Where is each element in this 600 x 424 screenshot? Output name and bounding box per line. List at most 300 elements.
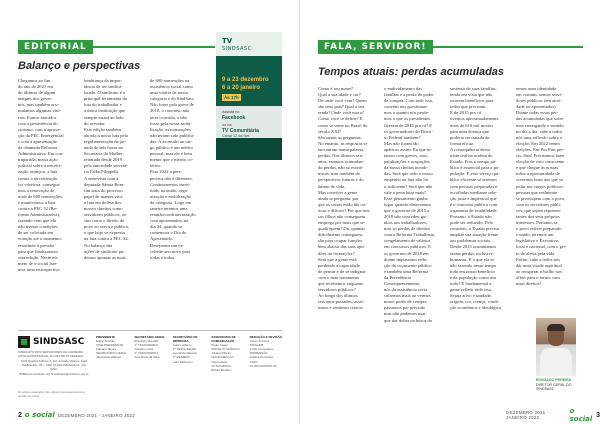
text-line: Aposentado. <box>150 236 174 242</box>
text-line: e da população como um <box>450 274 496 280</box>
text-line: rias. Fomos atacados <box>18 114 57 120</box>
text-line: 2018, o concurso não <box>150 108 190 114</box>
text-line: triste real na acalma do <box>450 153 493 159</box>
staff-line: 4º MEMBRO <box>172 355 190 360</box>
facebook-channel: Facebook <box>222 115 246 121</box>
text-line: sustento de suas famílias, <box>450 86 497 91</box>
text-line: todos que precisam. <box>450 104 487 110</box>
text-line: para uma doença que <box>450 128 489 134</box>
text-line: deputada Sâmia Bom- <box>84 181 125 187</box>
editorial-column-3 <box>150 78 210 261</box>
text-line: paralisações e ocupações <box>384 159 430 165</box>
masthead-address <box>18 359 90 376</box>
text-line: são seus pais? Qual a sua <box>318 104 365 110</box>
text-line: ção econômica e ideológica, <box>450 305 503 311</box>
masthead-staff <box>96 335 282 401</box>
section-rule-right <box>433 46 583 48</box>
text-line: pectiva não é diferente. <box>150 175 193 181</box>
tv-date-1: 9 a 23 dezembro <box>222 77 269 83</box>
text-line: mais de 610 mil mortes <box>450 122 494 128</box>
text-line: anos, estamos acumulan- <box>318 159 365 165</box>
text-line: a luta em defesa dos <box>84 199 122 205</box>
text-line: mos o quanto nós perde- <box>384 110 430 116</box>
text-line: apáticos assim. Eu que tu- <box>384 146 433 152</box>
photo-shirt <box>540 348 572 376</box>
text-line: com a Reforma Trabalhista, <box>384 232 436 238</box>
text-line: e com a apresentação <box>18 138 58 144</box>
text-line: nosso poder de compra <box>384 299 427 305</box>
text-line: mais de 600 nomeações, <box>18 193 63 199</box>
text-line: contra a terceirização <box>18 175 58 181</box>
text-line: ampliar sua atuação frente <box>450 232 499 238</box>
text-line: os governadores do Distri- <box>384 128 433 134</box>
tv-label-1: Assista no <box>222 110 240 114</box>
text-line: com pessoas preparadas e <box>450 183 498 189</box>
masthead-subtitle: SINDICATO DOS SERVIDORES DA CARREIRA SOCIOASSISTENCIAL DO DISTRITO FEDERAL <box>18 350 84 358</box>
text-line: empenho na luta não foi <box>384 177 429 183</box>
editorial-label: EDITORIAL <box>18 40 93 54</box>
text-line: 2018 não concedeu ga- <box>384 213 427 219</box>
text-line: foi vitoriosa, consegui- <box>18 181 61 187</box>
text-line: micas, mas também de <box>318 171 360 177</box>
text-line: dões ou formações? <box>318 250 355 256</box>
text-line: lembrança da impor- <box>84 78 123 83</box>
editorial-column-1 <box>18 78 78 273</box>
staff-line: PROJETO GRÁFICO <box>211 347 240 352</box>
text-line: tivemos aproximadamente <box>450 116 499 122</box>
text-line: sofremos mais ao vermos <box>384 293 431 299</box>
text-line: pular aos cargos políticos <box>516 183 563 189</box>
text-line: a garantia de estabilidade. <box>450 207 498 213</box>
text-line: dade ou aposentados). <box>516 104 557 110</box>
text-line: não teriam sido publica- <box>150 132 195 138</box>
text-line: das. A ascensão ao car- <box>150 138 193 144</box>
editorial-headline: Balanço e perspectivas <box>18 60 141 72</box>
text-line: mos o que os presidentes <box>384 116 430 122</box>
staff-column-title: PRESIDENTE <box>96 335 116 339</box>
text-line: Este edição também <box>84 126 121 132</box>
text-line: E de 2015 pra cá <box>450 110 481 116</box>
text-line: forma eficaz. <box>450 140 475 146</box>
text-line: todo? E fundamental a <box>450 281 492 286</box>
text-line: dificilmente conseguem, <box>318 232 364 238</box>
text-line: lizado. O sindicato é a <box>84 90 125 96</box>
tv-brand: SINDSASC <box>222 46 252 52</box>
text-line: dores públicos (em ativi- <box>516 98 562 104</box>
staff-line: IMPRESSÃO <box>249 351 268 356</box>
tv-ad-decoration <box>216 138 282 160</box>
text-line: mos a renovação de <box>18 187 55 193</box>
text-line: se preocupem com o povo, <box>516 195 566 201</box>
text-line: renda? Onde você mora? <box>318 110 364 116</box>
author-photo <box>536 318 576 376</box>
text-line: do perdas, não só econô- <box>318 165 364 171</box>
text-line: Mas conviver a gente <box>318 189 358 195</box>
masthead-box <box>18 330 282 404</box>
text-line: regulamentação da jor- <box>84 138 127 144</box>
page-number-left: 2 <box>18 411 22 419</box>
text-line: e mantivemos a luta <box>18 199 55 205</box>
text-line: Esse pensamento ganha <box>384 195 428 201</box>
text-line: Desejamos um ex- <box>150 242 185 248</box>
staff-line: Jailo Bethoven <box>172 359 193 364</box>
tv-label-2: ou na <box>222 123 232 127</box>
text-line: cinismo, com a aprova- <box>18 126 62 132</box>
photo-caption <box>536 378 580 392</box>
text-line: No balanço das <box>84 242 113 248</box>
text-line: ataques dos gover- <box>18 96 53 102</box>
staff-column <box>211 335 243 401</box>
text-line: que as coisas estão tão cri- <box>318 201 367 207</box>
text-line: ações de sindicato pu- <box>84 248 125 254</box>
text-line: da categoria. Logo em <box>150 199 192 205</box>
text-line: Será que a gente está <box>318 256 357 262</box>
text-line: aos problemas sociais. <box>450 238 492 244</box>
text-line: seis anos passados, assis- <box>318 299 365 305</box>
text-line: dar uma virada espiritual <box>516 262 562 268</box>
text-line: vivermos bons aos que se <box>516 177 563 183</box>
text-line: temos uma identidade <box>516 86 557 91</box>
text-line: cis. Sim! Precisamos fazer <box>516 153 565 159</box>
text-line: fazendo com que ela <box>18 218 56 224</box>
text-line: na luta contra a PEC 32. <box>84 236 129 242</box>
text-line: no dia a dia, cabe a todos <box>516 128 563 134</box>
tv-comunitaria-channel: TV Comunitária <box>222 128 259 134</box>
tv-ad-header <box>216 32 282 56</box>
text-line: letivo. <box>150 163 162 169</box>
staff-line: SECRETÁRIO-GERAL <box>96 351 127 356</box>
staff-line: 00.000.000/0001-00 <box>249 363 277 368</box>
text-line: existem benefícios para <box>450 98 494 104</box>
text-line: tindo na união, orga- <box>150 187 189 193</box>
article-column-1 <box>318 86 378 311</box>
text-line: com o mau tratamento <box>318 274 360 280</box>
text-line: perdas. Nos últimos seis <box>318 153 363 159</box>
text-line: eleições. Em Por Fim pre- <box>516 146 565 152</box>
text-line: janeiro teremos uma <box>150 205 188 211</box>
text-line: principal ferramenta da <box>84 96 127 102</box>
text-line: de pensar e de se indignar <box>318 268 366 274</box>
text-line: ainda se pergunta: por <box>318 195 359 201</box>
text-line: do últimas de algum <box>18 90 56 96</box>
staff-line: Fabiana Moura <box>96 347 117 352</box>
text-line: poderia ser tratada de <box>450 134 490 140</box>
text-line: do servidor. <box>84 120 106 126</box>
text-line: aborda a nossa luta pela <box>84 132 128 138</box>
text-line: Portanto, o Estado não <box>450 213 492 219</box>
text-line: ção justa e impessoal que <box>450 195 497 201</box>
text-line: convém nos questionar- <box>384 104 428 110</box>
footer-brand-left: o social <box>24 411 55 419</box>
text-line: gente refletir tudo isso. <box>450 287 493 293</box>
right-footer <box>506 407 600 423</box>
text-line: forma Administrativa), <box>18 212 61 218</box>
text-line: to Federal também? <box>384 134 421 140</box>
text-line: votação até o momento, <box>18 236 62 242</box>
text-line: celente ano novo para <box>150 248 191 254</box>
tv-date-2: 6 a 20 janeiro <box>222 85 261 91</box>
text-line: go público é um mérito <box>150 145 193 151</box>
staff-line: 3º TESOUREIRO <box>172 347 197 352</box>
tv-logo: TV <box>222 37 233 45</box>
text-line: papel de manter viva <box>84 193 123 199</box>
text-line: não fazendo nesse tempo <box>450 262 497 268</box>
text-line: sempre estará ao lado <box>84 114 124 120</box>
staff-line: Juliana Ribeiro <box>211 351 232 356</box>
text-line: demos apontar as mais <box>84 254 126 260</box>
text-line: com aposentados, no <box>150 218 189 224</box>
text-line: a única instituição que <box>84 108 126 114</box>
text-line: fizeram de 2015 pra cá? E <box>384 122 433 128</box>
text-line: e também uma Reforma <box>384 268 429 274</box>
text-line: fim trata do processo <box>84 187 123 193</box>
text-line: mos uma retrospectiva <box>18 266 60 272</box>
text-line: tância de ser sindica- <box>84 84 123 90</box>
staff-line: 1º TESOUREIRO <box>134 343 158 348</box>
staff-column <box>250 335 282 401</box>
text-line: eleição de voto consciente <box>516 159 565 165</box>
text-line: pode ser reduzido. Pelo <box>450 220 494 226</box>
article-column-2 <box>384 86 444 324</box>
text-line: diante impuseram redu- <box>384 256 428 262</box>
text-line: pulação. E esse serviço pú- <box>450 171 500 177</box>
editorial-column-2 <box>84 78 144 261</box>
text-line: da Previdência. <box>384 274 413 280</box>
text-line: o que hoje se expressa <box>84 230 126 236</box>
text-line: São tantas as perguntas. <box>318 134 362 140</box>
text-line: da nossa chefias invadi- <box>384 165 429 171</box>
text-line: e que chegue às nossas <box>516 165 559 171</box>
text-line: perspectivas futuras e do <box>318 177 364 183</box>
text-line: ao recuperar o brilho nos <box>516 268 562 274</box>
text-line: perdendo a capacidade <box>318 262 360 268</box>
text-line: SCS Quadra 6 Bloco A, Ed. Arnaldo Villares, Sala 102 <box>21 359 87 368</box>
text-line: A consequência dessa <box>450 146 491 152</box>
masthead-identity <box>18 335 90 401</box>
text-line: blico eficiente só teremos <box>450 177 498 183</box>
text-line: nós uma reflexão sobre a <box>516 134 562 140</box>
text-line: bem abaixo das suas apti- <box>318 244 366 250</box>
text-line: de 600 nomeações na <box>150 78 190 83</box>
text-line: nos, mas também acu- <box>18 102 60 108</box>
text-line: que o governo de 2015 a <box>384 207 430 213</box>
text-line: lização, as nomeações <box>150 126 191 132</box>
text-line: mero de o social fize- <box>18 260 58 266</box>
text-line: cos, que sejam represen- <box>516 207 562 213</box>
staff-column-title: REDAÇÃO E REVISÃO <box>249 335 282 339</box>
footer-brand-right: o social <box>569 407 593 423</box>
staff-column <box>173 335 205 401</box>
text-line: sindsasc@sindsasc.org.br <box>53 371 89 376</box>
text-line: mos enxergando e sentido <box>516 122 564 128</box>
staff-line: Paulo Cesar <box>211 343 228 348</box>
text-line: ria Erika Filippelli. <box>84 169 120 175</box>
tv-canal-net: Canal 12 da Net <box>222 134 250 138</box>
text-line: tendo em vista que não <box>450 92 493 98</box>
text-line: tamos com greves, atos, <box>384 153 429 159</box>
editorial-section-header <box>18 40 215 54</box>
text-line: famílias e a perda do poder <box>384 92 434 98</box>
text-line: congelamento de salários <box>384 238 431 244</box>
text-line: tantes dos seus próprios <box>516 213 560 219</box>
text-line: pela autoridade secretá- <box>84 163 128 169</box>
staff-line: Jacqueline Aldenor <box>96 355 122 360</box>
staff-column-title: SECRETÁRIA GERAL <box>134 335 166 339</box>
tv-ad-time: Às 17h <box>224 95 239 100</box>
text-line: os governos de 2018 em <box>384 250 429 256</box>
text-line: Não fosse pela greve de <box>150 102 194 108</box>
text-line: para que finalizassem <box>18 248 58 254</box>
staff-line: FOTOGRAFIA <box>211 363 231 368</box>
staff-line: Lucas Antunes <box>249 339 270 344</box>
text-line: pessoas que realmente <box>516 189 558 195</box>
text-line: sim como o direito do <box>84 218 125 224</box>
text-line: o suficiente? Será que não <box>384 183 433 189</box>
text-line: em concursos públicos. E <box>384 244 431 250</box>
text-line: são para ocupar funções <box>318 238 363 244</box>
text-line: to de alerta pela vida. <box>516 250 556 256</box>
text-line: Telefone: (61) 3322-8585 <box>19 363 87 376</box>
sindsasc-name: SINDSASC <box>33 337 85 347</box>
text-line: origem, cor, crença, condi- <box>450 299 500 305</box>
text-line: blico é essencial para a po- <box>450 165 500 171</box>
staff-line: DIAGRAMAÇÃO <box>211 355 234 360</box>
text-line: vale a pena lutar mais? <box>384 189 427 195</box>
text-line: pessoal, mas ele é bem <box>150 151 192 157</box>
text-line: Administrativa. Em con- <box>18 151 64 157</box>
text-line: todo em nosso benefício <box>450 268 495 274</box>
text-line: mãos a oportunidade de <box>516 171 560 177</box>
text-line: que dar dobra na busca do <box>384 317 433 323</box>
text-line: Continuaremos inves- <box>150 181 191 187</box>
text-line: nossos direitos como <box>84 205 123 211</box>
text-line: luta do trabalhador e <box>84 102 122 108</box>
text-line: interesses. Portanto, se <box>516 220 558 226</box>
text-line: assistência social como <box>150 84 193 90</box>
text-line: que recebemos enquanto <box>318 281 364 286</box>
text-line: não tivesse condições <box>18 224 58 230</box>
text-line: reunião/confraternização <box>150 212 196 218</box>
footer-date-left: DEZEMBRO 2021 - JANEIRO 2022 <box>57 412 135 418</box>
text-line: mas só perdas de direitos <box>384 226 431 232</box>
text-line: Secretaria da Mulher, <box>84 151 124 157</box>
text-line: www.sindsasc.org.br <box>26 371 54 376</box>
tv-sindsasc-ad <box>216 32 282 160</box>
footer-date-right: DEZEMBRO 2021 - JANEIRO 2022 <box>506 410 549 420</box>
section-rule <box>93 46 215 48</box>
staff-line: TIRAGEM <box>249 343 264 348</box>
text-line: retratada desde 2019 <box>84 157 123 163</box>
text-line: o endividamento das <box>384 86 423 91</box>
masthead-disclaimer: Os artigos assinados não refletem necessariamente a opinião do jornal. <box>18 390 85 398</box>
staff-line: Gráfica Coronário <box>249 355 274 360</box>
staff-column <box>134 335 166 401</box>
text-line: Estado. Pois o sempo pú- <box>450 159 497 165</box>
photo-caption-name: EDIVALDO PEREIRA <box>536 378 572 382</box>
text-line: como se sente no Brasil do <box>318 122 368 128</box>
text-line: contra a PEC 32 (Re- <box>18 205 58 211</box>
text-line: Para 2022 a pers- <box>150 169 183 175</box>
staff-line: VICE-PRESIDENTE <box>96 343 124 348</box>
text-line: da chamada Reforma <box>18 145 58 151</box>
staff-line: CNPJ <box>249 359 258 364</box>
text-line: Qual a sua idade e cor? <box>318 92 361 98</box>
staff-column-title: ASSESSORIA DE COMUNICAÇÃO <box>211 335 236 344</box>
text-line: fosse pela nossa mobi- <box>150 120 192 126</box>
staff-column <box>96 335 128 401</box>
text-line: A entrevista com a <box>84 175 119 181</box>
staff-line: 2º TESOUREIRO <box>134 351 158 356</box>
photo-caption-role: DIRETOR GERAL DO SINDSASC <box>536 382 572 392</box>
text-line: local e nacional, com o gri- <box>516 244 567 250</box>
text-line: zação avançou, a luta <box>18 169 58 175</box>
text-line: o povo estiver preparado <box>516 226 562 232</box>
text-line: de compra. Com tudo isso, <box>384 98 434 104</box>
photo-hair <box>547 324 565 331</box>
text-line: nização e mobilização <box>150 193 191 199</box>
staff-line: Leonardo Oliveira <box>172 351 197 356</box>
text-line: Sejaja ativo e saudade, <box>450 293 492 299</box>
article-headline: Tempos atuais: perdas acumuladas <box>318 66 505 78</box>
text-line: é o concurso público com <box>450 201 498 207</box>
fala-servidor-header <box>318 40 583 54</box>
text-line: teria ocorrido, e não <box>150 114 187 120</box>
staff-line: Rafael Mendes <box>211 367 232 372</box>
staff-line: Carlos Alberto <box>172 343 192 348</box>
text-line: ção da PEC Emergencial <box>18 132 64 138</box>
tv-ad-channels <box>216 106 282 138</box>
text-line: lugar quando observamos <box>384 201 432 207</box>
staff-line: Edgar Antônio <box>96 339 115 344</box>
staff-line: Claudio Lucas <box>134 347 154 352</box>
tv-ad-dates <box>222 76 269 92</box>
text-line: Como é seu nome? <box>318 86 354 91</box>
text-line: humanas. E o que ela se <box>450 256 495 262</box>
text-line: ânimo de vida. <box>318 183 346 189</box>
article-column-3 <box>450 86 510 311</box>
sindsasc-logo <box>18 335 90 349</box>
staff-line: 3.000 exemplares <box>249 347 274 352</box>
text-line: das. Será que todo o nosso <box>384 171 433 177</box>
text-line: Consequentemente, <box>384 281 421 286</box>
text-line: e unido, teremos um <box>516 232 554 238</box>
staff-line: Vitória Alves <box>211 359 228 364</box>
article-column-4 <box>516 86 576 287</box>
text-line: ção do orçamento público <box>384 262 432 268</box>
text-line: menor que o mérito co- <box>150 157 194 163</box>
text-line: comemora o Dia do <box>150 230 187 236</box>
text-line: século XXI? <box>318 128 342 134</box>
text-line: tantas perdas, inclusive <box>450 250 493 256</box>
text-line: esta edição. Neste nú- <box>18 254 59 260</box>
text-line: Diante todas essas per- <box>516 110 559 116</box>
text-line: olhos para o futuro com <box>516 274 560 280</box>
text-line: dia 24, quando se <box>150 224 183 230</box>
text-line: mais direitos! <box>516 281 542 286</box>
text-line: povo ao serviço público, <box>84 224 130 230</box>
text-line: de ser colocada em <box>18 230 54 236</box>
text-line: judicial sobre a terceiri- <box>18 163 62 169</box>
text-line: nós da assistência socia <box>384 287 428 293</box>
text-line: escolhidas mediante sele- <box>450 189 497 195</box>
text-line: categoria e do SindSasc. <box>150 96 195 102</box>
text-line: nhos aos trabalhadores, <box>384 220 427 226</box>
text-line: resistindo à pressão <box>18 242 54 248</box>
text-line: com os servidores públi- <box>516 201 562 207</box>
text-line: trapartida, nossa ação <box>18 157 58 163</box>
text-line: eleição. Em 2022 temos <box>516 140 561 146</box>
text-line: em comum: somos servi- <box>516 92 563 98</box>
